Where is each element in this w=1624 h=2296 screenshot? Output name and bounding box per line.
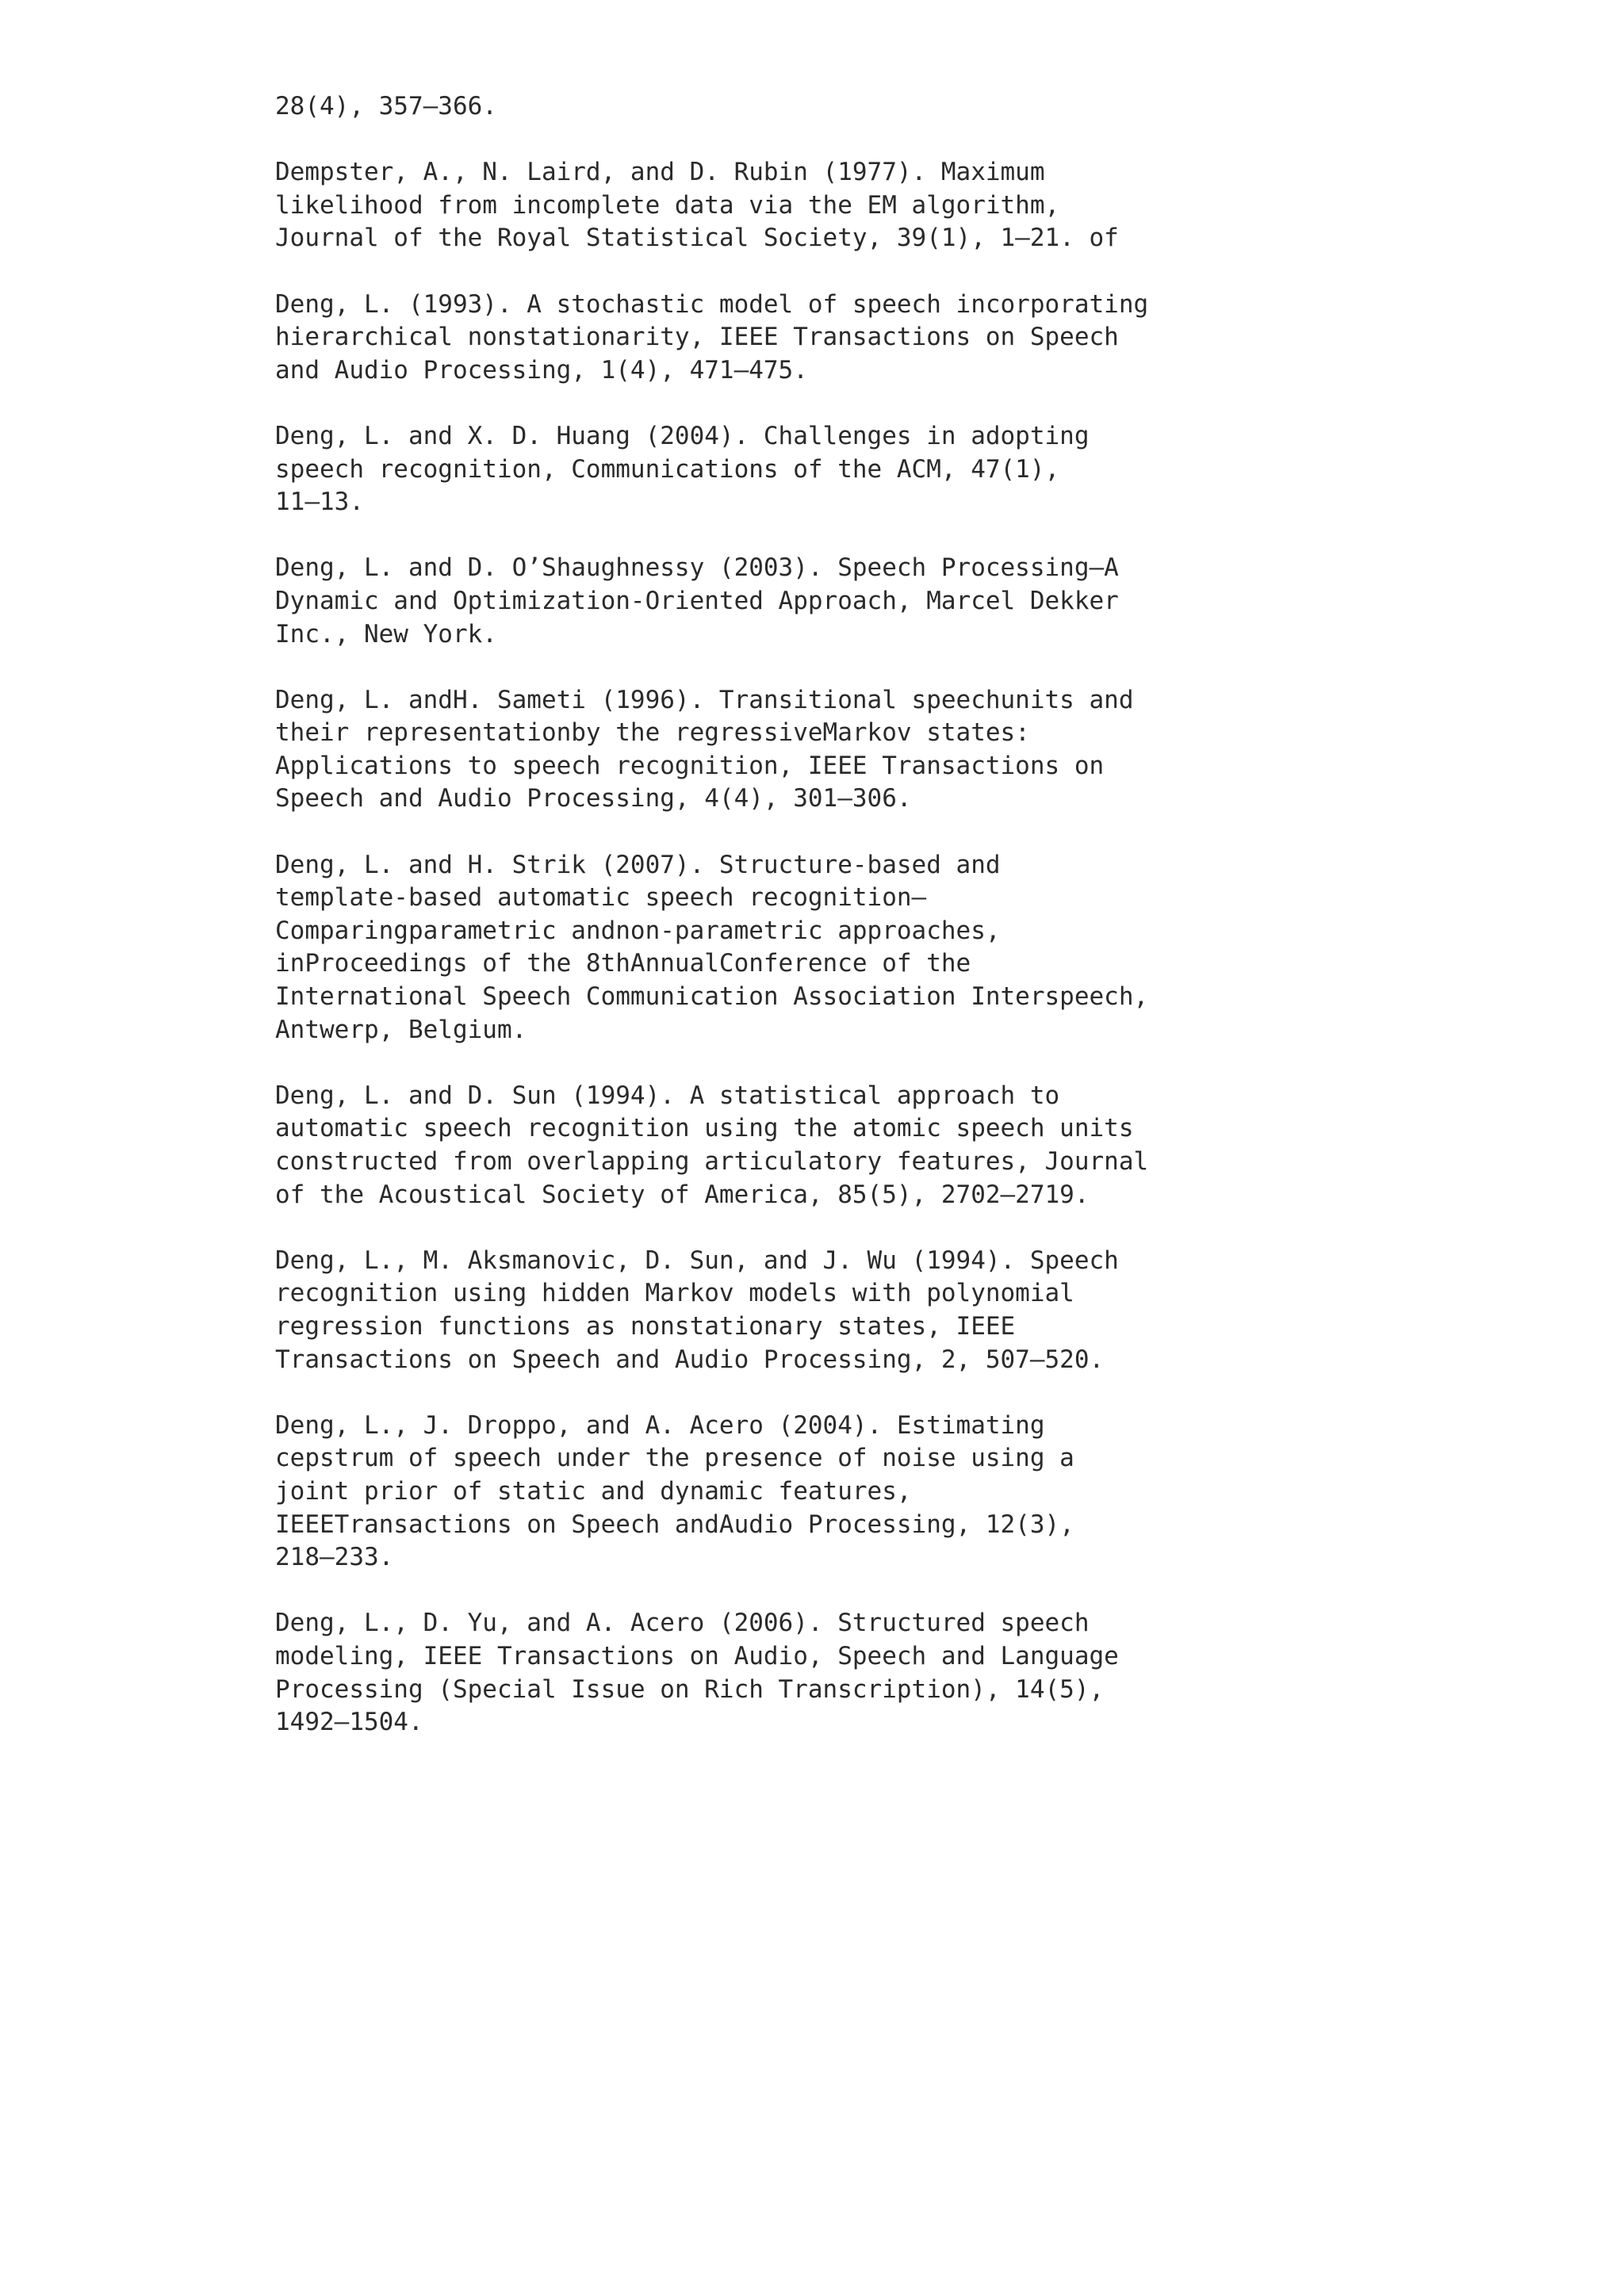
reference-line: Speech and Audio Processing, 4(4), 301–306. bbox=[275, 784, 912, 813]
reference-line: International Speech Communication Association Interspeech, bbox=[275, 982, 1149, 1012]
reference-line: Comparingparametric andnon-parametric approaches, bbox=[275, 916, 1001, 945]
reference-line: modeling, IEEE Transactions on Audio, Speech and Language bbox=[275, 1641, 1119, 1670]
reference-line: IEEETransactions on Speech andAudio Processing, 12(3), bbox=[275, 1510, 1074, 1539]
reference-line: their representationby the regressiveMarkov states: bbox=[275, 718, 1030, 748]
reference-entry-7 bbox=[275, 1080, 1163, 1211]
reference-line: recognition using hidden Markov models with polynomial bbox=[275, 1279, 1074, 1308]
reference-line: inProceedings of the 8thAnnualConference of the bbox=[275, 949, 971, 978]
reference-entry-4 bbox=[275, 552, 1163, 651]
reference-line: Deng, L. andH. Sameti (1996). Transitional speechunits and bbox=[275, 685, 1134, 714]
reference-entry-6 bbox=[275, 849, 1163, 1047]
reference-list bbox=[275, 90, 1163, 1772]
reference-line: Applications to speech recognition, IEEE Transactions on bbox=[275, 751, 1105, 780]
reference-line: hierarchical nonstationarity, IEEE Transactions on Speech bbox=[275, 323, 1119, 352]
reference-line: speech recognition, Communications of the ACM, 47(1), bbox=[275, 454, 1060, 484]
reference-line: Inc., New York. bbox=[275, 619, 497, 649]
reference-line: of the Acoustical Society of America, 85(5), 2702–2719. bbox=[275, 1180, 1090, 1209]
reference-line: Deng, L. and X. D. Huang (2004). Challenges in adopting bbox=[275, 421, 1090, 450]
reference-line: likelihood from incomplete data via the EM algorithm, bbox=[275, 190, 1060, 220]
reference-entry-10 bbox=[275, 1607, 1163, 1739]
reference-line: joint prior of static and dynamic features, bbox=[275, 1476, 912, 1506]
reference-line: Dempster, A., N. Laird, and D. Rubin (1977). Maximum bbox=[275, 158, 1045, 187]
reference-line: Deng, L. (1993). A stochastic model of speech incorporating bbox=[275, 289, 1149, 319]
reference-line: Deng, L. and D. Sun (1994). A statistical approach to bbox=[275, 1081, 1060, 1110]
reference-line: Dynamic and Optimization-Oriented Approach, Marcel Dekker bbox=[275, 586, 1119, 615]
reference-line: Deng, L., J. Droppo, and A. Acero (2004). Estimating bbox=[275, 1410, 1045, 1440]
reference-line: Journal of the Royal Statistical Society, 39(1), 1–21. of bbox=[275, 224, 1119, 253]
reference-line: Deng, L. and D. O’Shaughnessy (2003). Speech Processing—A bbox=[275, 553, 1119, 583]
reference-line: Processing (Special Issue on Rich Transcription), 14(5), bbox=[275, 1674, 1105, 1704]
reference-line: constructed from overlapping articulatory features, Journal bbox=[275, 1147, 1149, 1176]
reference-line: Deng, L., M. Aksmanovic, D. Sun, and J. Wu (1994). Speech bbox=[275, 1246, 1119, 1275]
reference-entry-8 bbox=[275, 1245, 1163, 1376]
reference-entry-2 bbox=[275, 289, 1163, 388]
reference-line: Antwerp, Belgium. bbox=[275, 1015, 527, 1044]
reference-line: 1492–1504. bbox=[275, 1708, 423, 1737]
reference-entry-1 bbox=[275, 156, 1163, 255]
reference-line: automatic speech recognition using the atomic speech units bbox=[275, 1114, 1134, 1143]
reference-entry-3 bbox=[275, 420, 1163, 519]
reference-line: Deng, L. and H. Strik (2007). Structure-based and bbox=[275, 850, 1001, 879]
reference-line: 28(4), 357–366. bbox=[275, 92, 497, 121]
reference-line: and Audio Processing, 1(4), 471–475. bbox=[275, 355, 808, 385]
reference-line: cepstrum of speech under the presence of noise using a bbox=[275, 1444, 1074, 1473]
reference-entry-5 bbox=[275, 684, 1163, 816]
reference-line: 218–233. bbox=[275, 1543, 394, 1572]
reference-line: Deng, L., D. Yu, and A. Acero (2006). Structured speech bbox=[275, 1609, 1090, 1638]
reference-line: Transactions on Speech and Audio Processing, 2, 507–520. bbox=[275, 1345, 1105, 1374]
reference-entry-9 bbox=[275, 1410, 1163, 1575]
reference-line: 11–13. bbox=[275, 488, 364, 517]
reference-line: template-based automatic speech recognition— bbox=[275, 883, 927, 913]
reference-entry-0 bbox=[275, 90, 1163, 124]
reference-line: regression functions as nonstationary states, IEEE bbox=[275, 1311, 1016, 1341]
